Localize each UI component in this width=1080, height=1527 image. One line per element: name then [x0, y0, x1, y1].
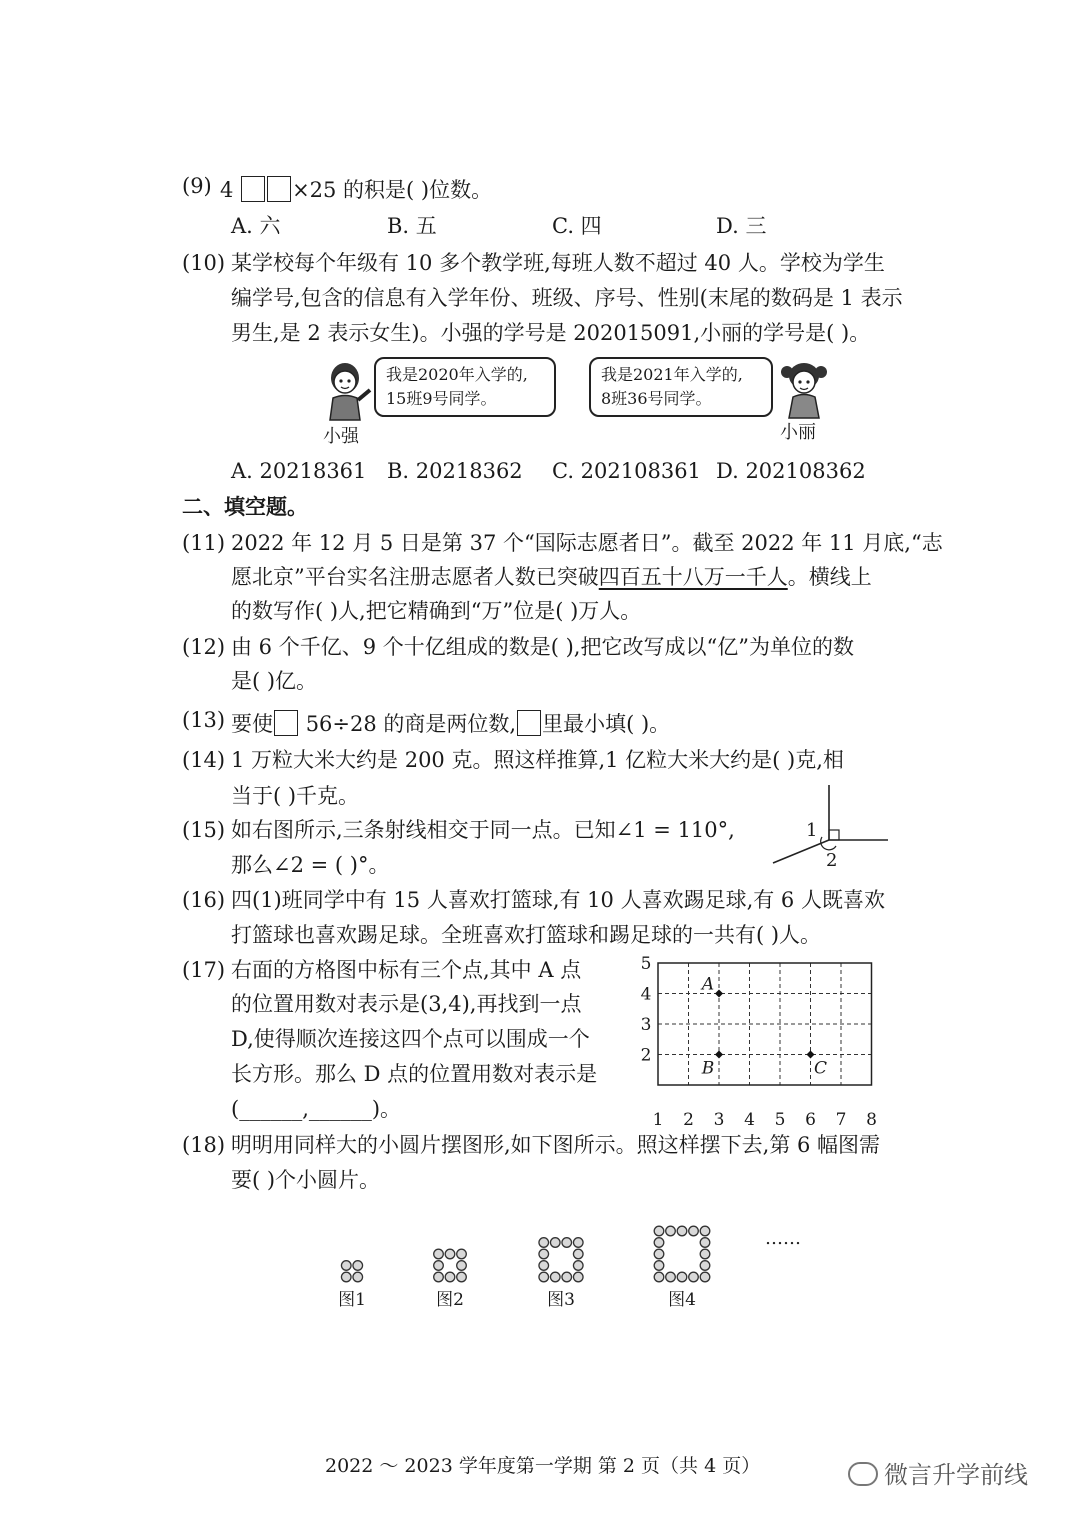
small-circle — [434, 1272, 444, 1282]
small-circle — [573, 1238, 583, 1248]
small-circle — [700, 1261, 710, 1271]
angle-1-label: 1 — [806, 820, 818, 841]
small-circle — [677, 1226, 687, 1236]
y-tick-label: 3 — [640, 1015, 652, 1035]
small-circle — [457, 1261, 467, 1271]
blank-box — [241, 176, 265, 202]
x-tick-label: 1 — [652, 1110, 664, 1130]
grid-point — [715, 1051, 723, 1059]
coordinate-grid — [630, 954, 890, 1130]
wechat-icon — [848, 1462, 878, 1486]
small-circle — [539, 1261, 549, 1271]
small-circle — [457, 1272, 467, 1282]
small-circle — [689, 1226, 699, 1236]
small-circle — [341, 1261, 351, 1271]
q17-line-2: 的位置用数对表示是(3,4),再找到一点 — [231, 992, 582, 1016]
small-circle — [689, 1272, 699, 1282]
small-circle — [700, 1226, 710, 1236]
q15-number: (15) — [182, 818, 226, 842]
small-circle — [654, 1261, 664, 1271]
q11-number: (11) — [182, 531, 226, 555]
page-footer: 2022 ～ 2023 学年度第一学期 第 2 页（共 4 页） — [325, 1455, 761, 1477]
q9-option-c[interactable]: C. 四 — [552, 214, 602, 238]
q13-number: (13) — [182, 708, 226, 732]
speech-bubble-right — [589, 357, 773, 417]
small-circle — [562, 1272, 572, 1282]
x-tick-label: 2 — [683, 1110, 694, 1130]
blank-box — [517, 710, 541, 736]
x-tick-label: 5 — [774, 1110, 786, 1130]
name-xiaoli: 小丽 — [780, 422, 816, 443]
girl-illustration — [776, 360, 832, 420]
q10-line-1: 某学校每个年级有 10 多个教学班,每班人数不超过 40 人。学校为学生 — [231, 251, 885, 275]
small-circle — [573, 1272, 583, 1282]
small-circle — [550, 1238, 560, 1248]
q17-line-5: (______,______)。 — [231, 1097, 402, 1121]
q18-line-2: 要( )个小圆片。 — [231, 1168, 381, 1192]
x-tick-label: 4 — [744, 1110, 755, 1130]
pattern-ellipsis: …… — [765, 1228, 801, 1249]
q12-line-1: 由 6 个千亿、9 个十亿组成的数是( ),把它改写成以“亿”为单位的数 — [231, 635, 854, 659]
figure-label: 图1 — [338, 1290, 366, 1310]
q9-stem — [220, 176, 492, 202]
blank-box — [274, 710, 298, 736]
small-circle — [550, 1272, 560, 1282]
small-circle — [562, 1238, 572, 1248]
figure-label: 图2 — [436, 1290, 464, 1310]
q14-line-2: 当于( )千克。 — [231, 784, 360, 808]
y-tick-label: 5 — [640, 954, 652, 974]
q11-line-2 — [231, 567, 872, 588]
q13-post: 里最小填( )。 — [542, 712, 671, 736]
blank-box — [267, 176, 291, 202]
section-title: 二、填空题。 — [182, 495, 308, 519]
name-xiaoqiang: 小强 — [323, 426, 359, 447]
speech-bubble-left — [374, 357, 556, 417]
bubble-right-line-1: 我是2021年入学的, — [601, 365, 743, 384]
q16-line-2: 打篮球也喜欢踢足球。全班喜欢打篮球和踢足球的一共有( )人。 — [231, 923, 822, 947]
q9-option-a[interactable]: A. 六 — [231, 214, 281, 238]
small-circle — [353, 1261, 363, 1271]
q12-number: (12) — [182, 635, 226, 659]
q15-line-1: 如右图所示,三条射线相交于同一点。已知∠1 = 110°, — [231, 818, 735, 842]
small-circle — [434, 1249, 444, 1259]
small-circle — [677, 1272, 687, 1282]
small-circle — [434, 1261, 444, 1271]
bubble-right-line-2: 8班36号同学。 — [601, 389, 712, 408]
boy-illustration — [318, 360, 378, 422]
q18-number: (18) — [182, 1133, 226, 1157]
small-circle — [700, 1272, 710, 1282]
small-circle — [353, 1272, 363, 1282]
small-circle — [654, 1272, 664, 1282]
small-circle — [539, 1238, 549, 1248]
q9-option-d[interactable]: D. 三 — [716, 214, 767, 238]
small-circle — [666, 1226, 676, 1236]
q14-line-1: 1 万粒大米大约是 200 克。照这样推算,1 亿粒大米大约是( )克,相 — [231, 748, 844, 772]
q14-number: (14) — [182, 748, 226, 772]
small-circle — [445, 1272, 455, 1282]
small-circle — [573, 1261, 583, 1271]
point-label: C — [813, 1058, 828, 1079]
q11-line-2-post: 。横线上 — [787, 565, 872, 589]
q11-line-2-pre: 愿北京”平台实名注册志愿者人数已突破 — [231, 565, 599, 589]
q10-line-3: 男生,是 2 表示女生)。小强的学号是 202015091,小丽的学号是( )。 — [231, 321, 871, 345]
small-circle — [539, 1249, 549, 1259]
small-circle — [666, 1272, 676, 1282]
watermark-text: 微言升学前线 — [884, 1461, 1028, 1489]
figure-label: 图3 — [547, 1290, 575, 1310]
q9-digit: 4 — [220, 178, 234, 202]
x-tick-label: 3 — [713, 1110, 725, 1130]
bubble-left-line-2: 15班9号同学。 — [386, 389, 497, 408]
q17-line-3: D,使得顺次连接这四个点可以围成一个 — [231, 1027, 590, 1051]
point-label: B — [701, 1058, 715, 1079]
q13-stem — [231, 710, 670, 736]
q15-line-2: 那么∠2 = ( )°。 — [231, 853, 390, 877]
small-circle — [654, 1249, 664, 1259]
q9-option-b[interactable]: B. 五 — [387, 214, 437, 238]
q10-option-a[interactable]: A. 20218361 — [231, 459, 367, 483]
q18-line-1: 明明用同样大的小圆片摆图形,如下图所示。照这样摆下去,第 6 幅图需 — [231, 1133, 881, 1157]
small-circle — [654, 1226, 664, 1236]
q17-number: (17) — [182, 958, 226, 982]
q10-line-2: 编学号,包含的信息有入学年份、班级、序号、性别(末尾的数码是 1 表示 — [231, 286, 903, 310]
y-tick-label: 4 — [640, 984, 652, 1005]
grid-point — [715, 990, 723, 998]
q10-option-b[interactable]: B. 20218362 — [387, 459, 523, 483]
small-circle — [457, 1249, 467, 1259]
figure-label: 图4 — [668, 1290, 696, 1310]
grid-point — [807, 1051, 815, 1059]
q9-number: (9) — [182, 174, 212, 198]
x-tick-label: 6 — [805, 1110, 816, 1130]
small-circle — [539, 1272, 549, 1282]
q10-number: (10) — [182, 251, 226, 275]
x-tick-label: 7 — [835, 1110, 847, 1130]
q17-line-4: 长方形。那么 D 点的位置用数对表示是 — [231, 1062, 598, 1086]
small-circle — [700, 1238, 710, 1248]
q13-mid: 56÷28 的商是两位数, — [305, 712, 517, 736]
small-circle — [341, 1272, 351, 1282]
q10-option-c[interactable]: C. 202108361 — [552, 459, 701, 483]
x-tick-label: 8 — [866, 1110, 877, 1130]
angle-2-label: 2 — [826, 850, 838, 871]
point-label: A — [701, 974, 715, 995]
q11-underlined-number: 四百五十八万一千人 — [598, 565, 788, 589]
q16-line-1: 四(1)班同学中有 15 人喜欢打篮球,有 10 人喜欢踢足球,有 6 人既喜欢 — [231, 888, 885, 912]
q10-option-d[interactable]: D. 202108362 — [716, 459, 866, 483]
q16-number: (16) — [182, 888, 226, 912]
q11-line-3: 的数写作( )人,把它精确到“万”位是( )万人。 — [231, 599, 642, 623]
small-circle — [700, 1249, 710, 1259]
q13-pre: 要使 — [231, 712, 273, 736]
circle-pattern-figures — [320, 1195, 820, 1320]
y-tick-label: 2 — [640, 1045, 652, 1066]
q11-line-1: 2022 年 12 月 5 日是第 37 个“国际志愿者日”。截至 2022 年 11 月底,“志 — [231, 531, 943, 555]
q9-stem-text: ×25 的积是( )位数。 — [292, 178, 493, 202]
q17-line-1: 右面的方格图中标有三个点,其中 A 点 — [231, 958, 582, 982]
small-circle — [654, 1238, 664, 1248]
small-circle — [445, 1249, 455, 1259]
small-circle — [573, 1249, 583, 1259]
watermark — [848, 1462, 1028, 1487]
bubble-left-line-1: 我是2020年入学的, — [386, 365, 528, 384]
q12-line-2: 是( )亿。 — [231, 669, 318, 693]
